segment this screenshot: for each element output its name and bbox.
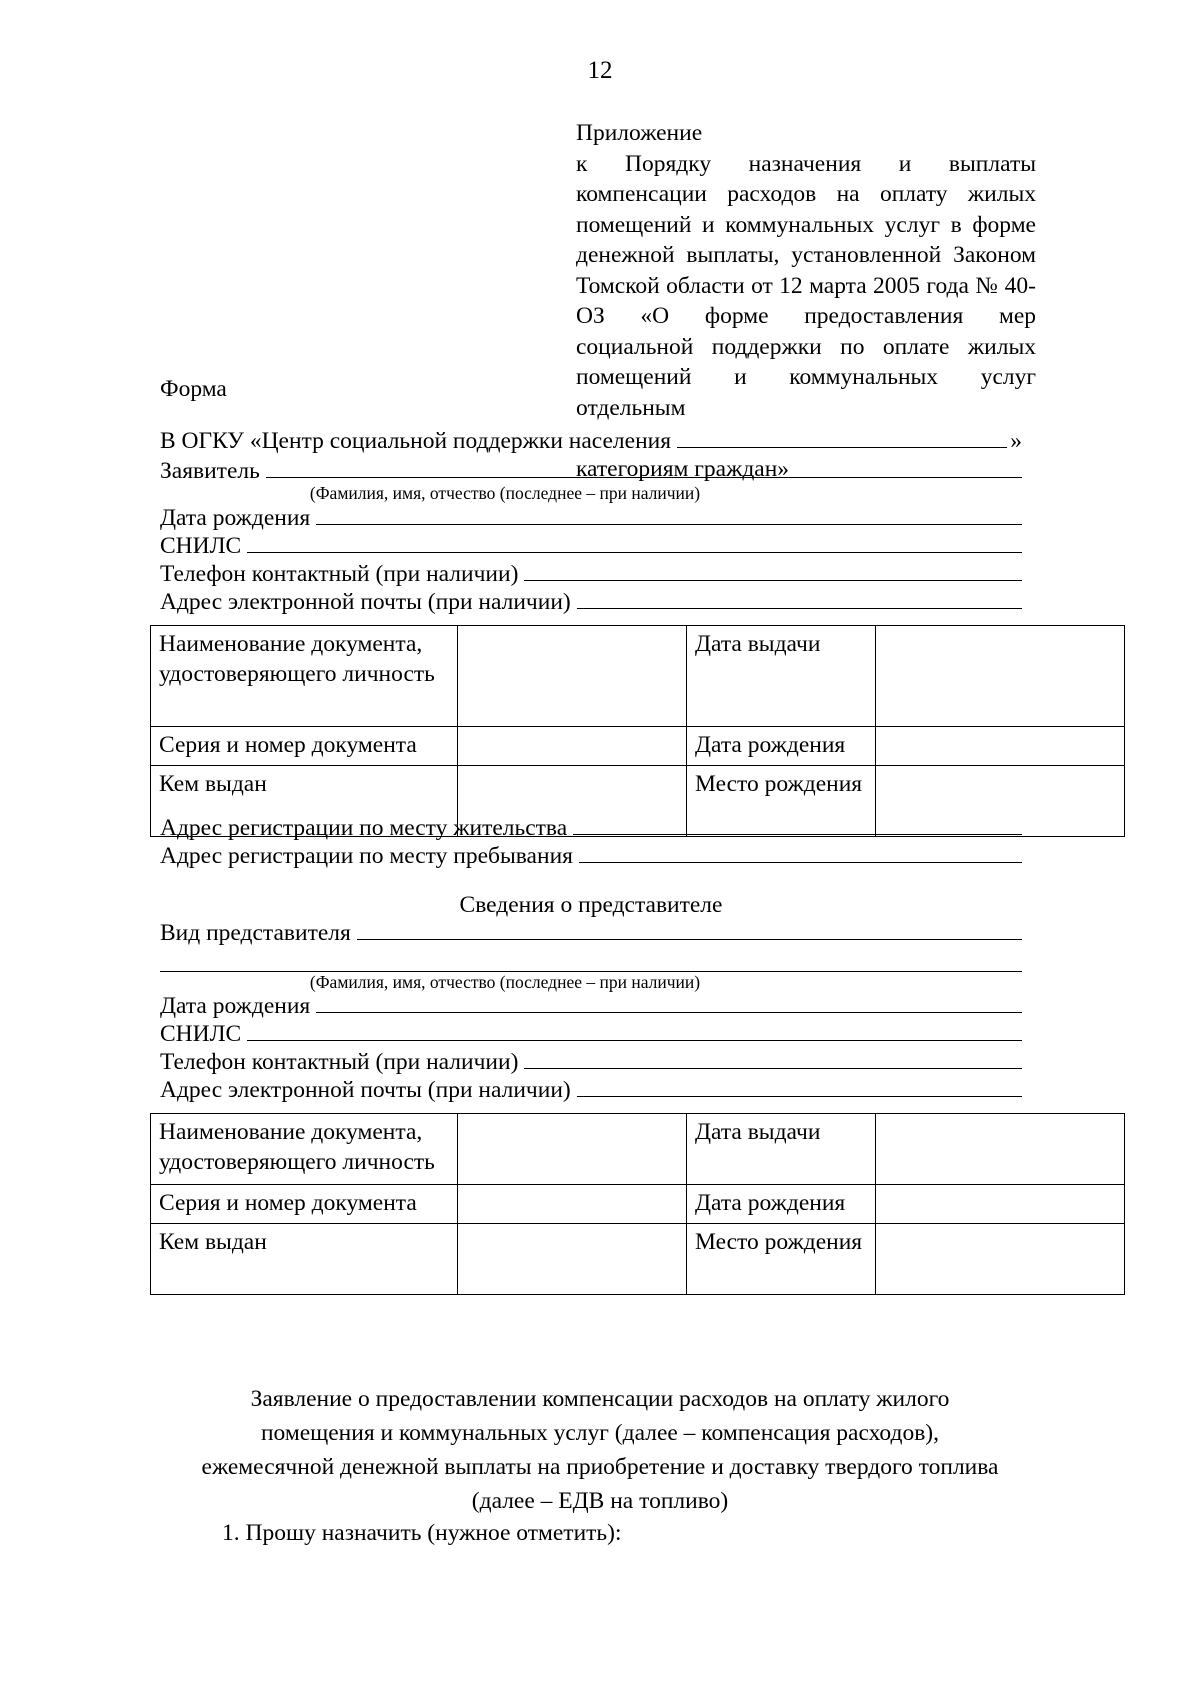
applicant-org-row xyxy=(160,428,1022,458)
address-stay-label: Адрес регистрации по месту пребывания xyxy=(160,843,573,869)
address-stay-input-rule[interactable] xyxy=(579,843,1022,863)
rep-doc-name-label: Наименование документа, удостоверяющего личность xyxy=(151,1114,458,1185)
representative-snils-row xyxy=(160,1021,1022,1051)
representative-type-input-rule[interactable] xyxy=(357,920,1022,940)
statement-title-line-1: Заявление о предоставлении компенсации расходов на оплату жилого xyxy=(250,1386,950,1412)
applicant-snils-row xyxy=(160,533,1022,563)
representative-type-row xyxy=(160,920,1022,950)
applicant-email-input-rule[interactable] xyxy=(577,589,1022,609)
rep-doc-issuer-value[interactable] xyxy=(458,1224,687,1295)
form-label: Форма xyxy=(160,376,227,402)
representative-email-label: Адрес электронной почты (при наличии) xyxy=(160,1077,571,1103)
doc-issue-date-label: Дата выдачи xyxy=(687,626,876,727)
rep-doc-issue-date-label: Дата выдачи xyxy=(687,1114,876,1185)
appendix-title: Приложение xyxy=(576,120,703,146)
applicant-birth-label: Дата рождения xyxy=(160,505,311,531)
applicant-name-label: Заявитель xyxy=(160,458,260,484)
applicant-document-table xyxy=(150,625,1125,837)
rep-doc-birth-date-label: Дата рождения xyxy=(687,1185,876,1224)
rep-doc-series-label: Серия и номер документа xyxy=(151,1185,458,1224)
org-closing-quote: » xyxy=(1010,428,1022,454)
rep-doc-series-value[interactable] xyxy=(458,1185,687,1224)
applicant-address-stay-row xyxy=(160,843,1022,873)
appendix-last-line: категориям граждан» xyxy=(576,455,790,482)
doc-series-value[interactable] xyxy=(458,727,687,766)
rep-doc-issuer-label: Кем выдан xyxy=(151,1224,458,1295)
org-label: В ОГКУ «Центр социальной поддержки населения xyxy=(160,428,672,454)
representative-fio-row xyxy=(160,952,1022,972)
representative-snils-input-rule[interactable] xyxy=(247,1021,1022,1041)
representative-phone-input-rule[interactable] xyxy=(524,1049,1022,1069)
representative-fio-caption: (Фамилия, имя, отчество (последнее – при наличии) xyxy=(309,972,701,992)
table-row xyxy=(151,1114,1125,1185)
representative-section-heading: Сведения о представителе xyxy=(459,892,723,918)
org-input-rule[interactable] xyxy=(677,428,1007,448)
statement-title-line-3: ежемесячной денежной выплаты на приобретение и доставку твердого топлива xyxy=(201,1454,999,1480)
applicant-name-input-rule[interactable] xyxy=(266,458,1022,478)
doc-birth-place-label: Место рождения xyxy=(687,766,876,837)
representative-email-input-rule[interactable] xyxy=(577,1077,1022,1097)
doc-birth-date-label: Дата рождения xyxy=(687,727,876,766)
table-row xyxy=(151,1185,1125,1224)
representative-email-row xyxy=(160,1077,1022,1107)
representative-phone-row xyxy=(160,1049,1022,1079)
representative-birth-row xyxy=(160,993,1022,1023)
doc-birth-date-value[interactable] xyxy=(876,727,1125,766)
statement-title-line-4: (далее – ЕДВ на топливо) xyxy=(471,1488,729,1514)
applicant-snils-input-rule[interactable] xyxy=(247,533,1022,553)
representative-fio-input-rule[interactable] xyxy=(160,952,1022,972)
doc-issue-date-value[interactable] xyxy=(876,626,1125,727)
rep-doc-birth-date-value[interactable] xyxy=(876,1185,1125,1224)
doc-name-value[interactable] xyxy=(458,626,687,727)
address-residence-input-rule[interactable] xyxy=(573,815,1022,835)
representative-snils-label: СНИЛС xyxy=(160,1021,242,1047)
table-row xyxy=(151,727,1125,766)
representative-birth-label: Дата рождения xyxy=(160,993,311,1019)
applicant-fio-caption: (Фамилия, имя, отчество (последнее – при наличии) xyxy=(309,483,701,503)
representative-fio-caption-row xyxy=(160,971,1022,993)
representative-phone-label: Телефон контактный (при наличии) xyxy=(160,1049,519,1075)
rep-doc-name-value[interactable] xyxy=(458,1114,687,1185)
rep-doc-birth-place-label: Место рождения xyxy=(687,1224,876,1295)
item-1-text: 1. Прошу назначить (нужное отметить): xyxy=(222,1520,622,1546)
applicant-address-residence-row xyxy=(160,815,1022,845)
applicant-birth-row xyxy=(160,505,1022,535)
rep-doc-issue-date-value[interactable] xyxy=(876,1114,1125,1185)
table-row xyxy=(151,626,1125,727)
representative-type-label: Вид представителя xyxy=(160,920,351,946)
page-number: 12 xyxy=(587,57,613,84)
representative-birth-input-rule[interactable] xyxy=(316,993,1022,1013)
doc-name-label: Наименование документа, удостоверяющего личность xyxy=(151,626,458,727)
statement-title xyxy=(150,1382,1050,1518)
applicant-phone-label: Телефон контактный (при наличии) xyxy=(160,561,519,587)
doc-issuer-label: Кем выдан xyxy=(151,766,458,837)
table-row xyxy=(151,1224,1125,1295)
applicant-fio-caption-row xyxy=(160,482,1022,504)
representative-document-table xyxy=(150,1113,1125,1295)
rep-doc-birth-place-value[interactable] xyxy=(876,1224,1125,1295)
applicant-birth-input-rule[interactable] xyxy=(316,505,1022,525)
applicant-phone-input-rule[interactable] xyxy=(524,561,1022,581)
applicant-email-label: Адрес электронной почты (при наличии) xyxy=(160,589,571,615)
doc-series-label: Серия и номер документа xyxy=(151,727,458,766)
applicant-email-row xyxy=(160,589,1022,619)
statement-title-line-2: помещения и коммунальных услуг (далее – компенсация расходов), xyxy=(260,1420,940,1446)
address-residence-label: Адрес регистрации по месту жительства xyxy=(160,815,568,841)
applicant-snils-label: СНИЛС xyxy=(160,533,242,559)
appendix-body-text: к Порядку назначения и выплаты компенсации расходов на оплату жилых помещений и коммунальных услуг в форме денежной выплаты, установленной Законом Томской области от 12 марта 2005 года № 40-ОЗ «О форме предоставления мер социальной поддержки по оплате жилых помещений и коммунальных услуг отдельным xyxy=(576,150,1036,421)
applicant-phone-row xyxy=(160,561,1022,591)
